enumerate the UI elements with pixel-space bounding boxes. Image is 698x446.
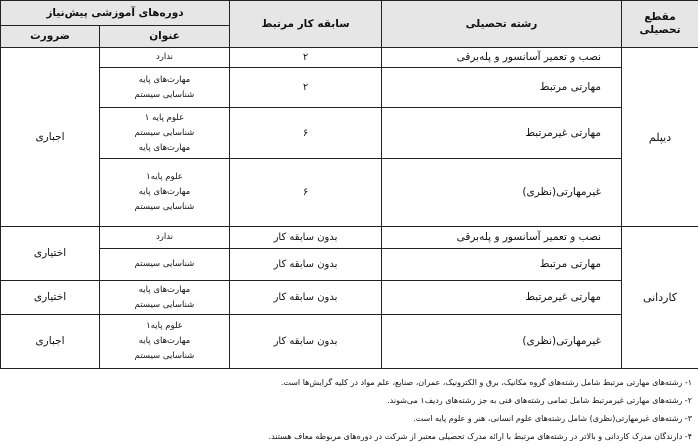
course-item: مهارت‌های پایه xyxy=(104,141,225,156)
experience-cell: ۲ xyxy=(230,68,382,108)
experience-cell: بدون سابقه کار xyxy=(230,227,382,249)
header-row xyxy=(1,1,698,26)
courses-cell xyxy=(100,159,230,227)
courses-cell xyxy=(100,108,230,159)
courses-cell xyxy=(100,227,230,249)
necessity-cell: اختیاری xyxy=(1,227,100,281)
course-item: ندارد xyxy=(104,230,225,245)
course-item: علوم پایه۱ xyxy=(104,170,225,185)
field-cell: غیرمهارتی(نظری) xyxy=(382,315,622,369)
necessity-cell: اختیاری xyxy=(1,281,100,315)
course-item: شناسایی سیستم xyxy=(104,88,225,103)
courses-cell xyxy=(100,281,230,315)
experience-cell: بدون سابقه کار xyxy=(230,281,382,315)
table-row xyxy=(1,108,698,159)
footnote: ۱- رشته‌های مهارتی مرتبط شامل رشته‌های گروه مکانیک، برق و الکترونیک، عمران، صنایع، علم مواد در کلیه گرایش‌ها است. xyxy=(0,374,692,392)
course-item: علوم پایه ۱ xyxy=(104,111,225,126)
header-level: مقطع تحصیلی xyxy=(622,1,698,48)
courses-cell xyxy=(100,48,230,68)
field-cell: نصب و تعمیر آسانسور و پله‌برقی xyxy=(382,227,622,249)
courses-cell xyxy=(100,249,230,281)
header-field: رشته تحصیلی xyxy=(382,1,622,48)
course-item: شناسایی سیستم xyxy=(104,126,225,141)
course-item: شناسایی سیستم xyxy=(104,349,225,364)
course-item: مهارت‌های پایه xyxy=(104,185,225,200)
header-necessity: ضرورت xyxy=(1,26,100,48)
field-cell: مهارتی غیرمرتبط xyxy=(382,108,622,159)
course-item: شناسایی سیستم xyxy=(104,257,225,272)
courses-cell xyxy=(100,68,230,108)
field-cell: مهارتی مرتبط xyxy=(382,68,622,108)
necessity-cell: اجباری xyxy=(1,315,100,369)
course-item: ندارد xyxy=(104,50,225,65)
header-experience: سابقه کار مرتبط xyxy=(230,1,382,48)
experience-cell: بدون سابقه کار xyxy=(230,249,382,281)
necessity-cell: اجباری xyxy=(1,48,100,227)
courses-cell xyxy=(100,315,230,369)
table-row xyxy=(1,315,698,369)
experience-cell: بدون سابقه کار xyxy=(230,315,382,369)
level-diploma: دیپلم xyxy=(622,48,698,227)
field-cell: غیرمهارتی(نظری) xyxy=(382,159,622,227)
experience-cell: ۲ xyxy=(230,48,382,68)
course-item: مهارت‌های پایه xyxy=(104,73,225,88)
header-course-title: عنوان xyxy=(100,26,230,48)
course-item: علوم پایه۱ xyxy=(104,319,225,334)
footnote: ۲- رشته‌های مهارتی غیرمرتبط شامل تمامی رشته‌های فنی به جز رشته‌های ردیف۱ می‌شوند. xyxy=(0,392,692,410)
course-item: شناسایی سیستم xyxy=(104,200,225,215)
experience-cell: ۶ xyxy=(230,159,382,227)
header-courses: دوره‌های آموزشی پیش‌نیاز xyxy=(1,1,230,26)
field-cell: نصب و تعمیر آسانسور و پله‌برقی xyxy=(382,48,622,68)
course-item: شناسایی سیستم xyxy=(104,298,225,313)
level-associate: کاردانی xyxy=(622,227,698,369)
table-row xyxy=(1,281,698,315)
field-cell: مهارتی مرتبط xyxy=(382,249,622,281)
footnote: ۴- دارندگان مدرک کاردانی و بالاتر در رشته‌های مرتبط با ارائه مدرک تحصیلی معتبر از شرکت در دوره‌های مربوطه معاف هستند. xyxy=(0,428,692,446)
footnotes xyxy=(0,374,698,446)
course-item: مهارت‌های پایه xyxy=(104,283,225,298)
table-row xyxy=(1,48,698,68)
field-cell: مهارتی غیرمرتبط xyxy=(382,281,622,315)
experience-cell: ۶ xyxy=(230,108,382,159)
table-row xyxy=(1,249,698,281)
footnote: ۳- رشته‌های غیرمهارتی(نظری) شامل رشته‌های علوم انسانی، هنر و علوم پایه است. xyxy=(0,410,692,428)
table-row xyxy=(1,68,698,108)
table-row xyxy=(1,159,698,227)
course-item: مهارت‌های پایه xyxy=(104,334,225,349)
table-row xyxy=(1,227,698,249)
